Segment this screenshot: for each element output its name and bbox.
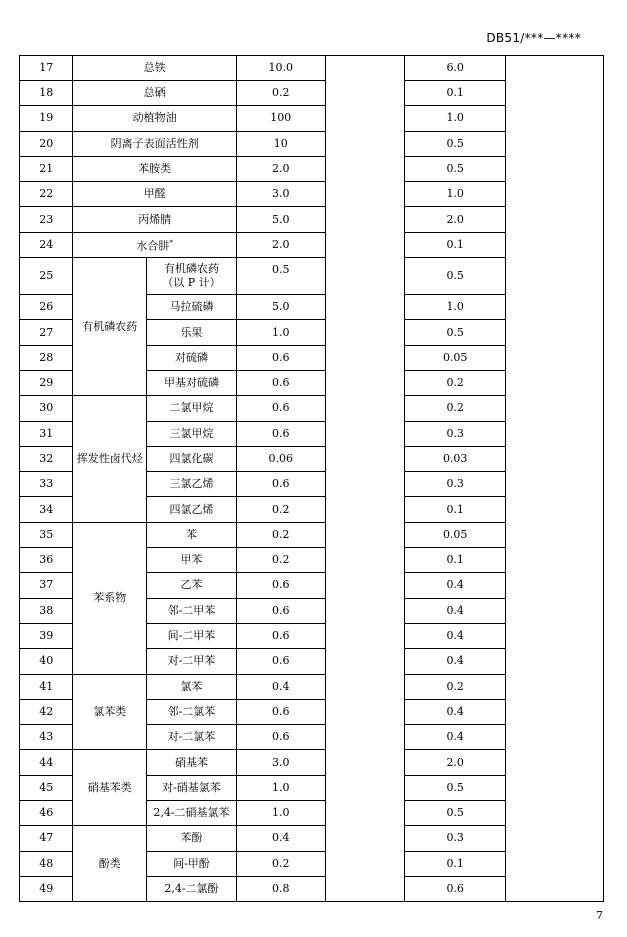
limit-value-1: 0.6: [236, 725, 325, 750]
pollutant-subname: [147, 295, 237, 320]
pollutant-name-text: 甲醛: [143, 187, 166, 201]
pollutant-limits-table: [19, 55, 604, 902]
row-number: 35: [20, 522, 73, 547]
limit-value-1: 0.4: [236, 674, 325, 699]
pollutant-name: [73, 81, 236, 106]
pollutant-name-text: 苯胺类: [138, 162, 172, 176]
pollutant-name-text: 总铁: [143, 61, 166, 74]
pollutant-group: 酚类: [73, 826, 147, 902]
table-row: [20, 56, 604, 81]
pollutant-subname: [147, 674, 237, 699]
limit-value-2: 0.5: [405, 775, 506, 800]
pollutant-subname: [147, 522, 237, 547]
row-number: 40: [20, 649, 73, 674]
row-number: 19: [20, 106, 73, 131]
limit-value-1: 1.0: [236, 775, 325, 800]
pollutant-subname-text: 乐果: [180, 325, 203, 339]
limit-value-1: 2.0: [236, 156, 325, 181]
pollutant-subname: [147, 396, 237, 421]
pollutant-subname: [147, 775, 237, 800]
limit-value-2: 0.3: [405, 421, 506, 446]
pollutant-subname-text: 邻-二甲苯: [167, 603, 216, 617]
row-number: 28: [20, 345, 73, 370]
limit-value-2: 2.0: [405, 207, 506, 232]
limit-value-1: 10.0: [236, 56, 325, 81]
row-number: 32: [20, 446, 73, 471]
pollutant-subname-text: 苯: [185, 527, 197, 541]
pollutant-subname: [147, 472, 237, 497]
row-number: 29: [20, 370, 73, 395]
blank-column-2: [506, 56, 604, 902]
row-number: 24: [20, 232, 73, 257]
pollutant-subname-note: （以 P 计）: [162, 276, 221, 290]
limit-value-1: 10: [236, 131, 325, 156]
limit-value-1: 0.6: [236, 699, 325, 724]
pollutant-subname-text: 2,4-二氯酚: [164, 882, 219, 896]
pollutant-subname-text: 间-甲酚: [173, 856, 210, 870]
pollutant-subname: [147, 320, 237, 345]
limit-value-2: 0.4: [405, 649, 506, 674]
pollutant-group: 有机磷农药: [73, 258, 147, 396]
pollutant-subname-text: 邻-二氯苯: [167, 704, 216, 718]
row-number: 34: [20, 497, 73, 522]
limit-value-1: 5.0: [236, 295, 325, 320]
limit-value-2: 0.03: [405, 446, 506, 471]
limit-value-1: 0.6: [236, 573, 325, 598]
limit-value-1: 3.0: [236, 750, 325, 775]
footnote-marker: *: [169, 239, 173, 248]
pollutant-subname: [147, 851, 237, 876]
limit-value-2: 1.0: [405, 295, 506, 320]
pollutant-name: [73, 131, 236, 156]
page-number: 7: [596, 909, 603, 922]
pollutant-subname: [147, 446, 237, 471]
limit-value-2: 0.05: [405, 345, 506, 370]
limit-value-1: 0.2: [236, 522, 325, 547]
row-number: 47: [20, 826, 73, 851]
limit-value-1: 5.0: [236, 207, 325, 232]
pollutant-subname: [147, 258, 237, 295]
row-number: 39: [20, 623, 73, 648]
pollutant-subname: [147, 497, 237, 522]
limit-value-2: 0.5: [405, 801, 506, 826]
pollutant-subname-text: 对硫磷: [174, 350, 208, 364]
row-number: 45: [20, 775, 73, 800]
row-number: 46: [20, 801, 73, 826]
pollutant-subname-text: 甲苯: [180, 553, 203, 567]
pollutant-name: [73, 156, 236, 181]
pollutant-name: [73, 106, 236, 131]
row-number: 22: [20, 182, 73, 207]
row-number: 17: [20, 56, 73, 81]
limit-value-1: 0.6: [236, 421, 325, 446]
pollutant-subname: [147, 573, 237, 598]
pollutant-subname: [147, 699, 237, 724]
limit-value-2: 0.6: [405, 876, 506, 901]
pollutant-name-text: 水合肼: [136, 239, 170, 253]
limit-value-1: 0.6: [236, 623, 325, 648]
limit-value-2: 0.3: [405, 472, 506, 497]
limit-value-2: 0.4: [405, 725, 506, 750]
pollutant-name-text: 动植物油: [132, 111, 177, 125]
pollutant-subname: [147, 548, 237, 573]
row-number: 48: [20, 851, 73, 876]
pollutant-subname: [147, 750, 237, 775]
pollutant-group: 挥发性卤代烃: [73, 396, 147, 522]
limit-value-1: 0.6: [236, 649, 325, 674]
pollutant-subname: [147, 649, 237, 674]
pollutant-subname-text: 马拉硫磷: [169, 300, 214, 314]
pollutant-name: [73, 232, 236, 257]
pollutant-subname-text: 二氯甲烷: [169, 401, 214, 415]
row-number: 30: [20, 396, 73, 421]
limit-value-1: 0.4: [236, 826, 325, 851]
document-code-header: DB51/***—****: [486, 31, 581, 45]
pollutant-subname-text: 甲基对硫磷: [163, 376, 219, 390]
pollutant-subname: [147, 725, 237, 750]
pollutant-subname-text: 苯酚: [180, 831, 203, 845]
limit-value-1: 0.6: [236, 370, 325, 395]
pollutant-subname-text: 氯苯: [180, 679, 203, 693]
row-number: 37: [20, 573, 73, 598]
row-number: 31: [20, 421, 73, 446]
pollutant-subname: [147, 345, 237, 370]
pollutant-subname-text: 三氯甲烷: [169, 426, 214, 440]
pollutant-subname-text: 2,4-二硝基氯苯: [153, 806, 230, 820]
pollutant-subname-text: 四氯化碳: [169, 452, 214, 465]
row-number: 26: [20, 295, 73, 320]
limit-value-2: 2.0: [405, 750, 506, 775]
limit-value-1: 0.2: [236, 548, 325, 573]
table-body: [20, 56, 604, 902]
pollutant-subname-text: 四氯乙烯: [169, 502, 214, 516]
row-number: 49: [20, 876, 73, 901]
pollutant-subname: [147, 826, 237, 851]
pollutant-name-text: 阴离子表面活性剂: [110, 136, 199, 150]
limit-value-2: 6.0: [405, 56, 506, 81]
limit-value-2: 1.0: [405, 106, 506, 131]
row-number: 25: [20, 258, 73, 295]
limit-value-2: 0.5: [405, 156, 506, 181]
pollutant-subname: [147, 370, 237, 395]
pollutant-subname: [147, 598, 237, 623]
limit-value-1: 0.5: [236, 258, 325, 295]
limit-value-2: 0.3: [405, 826, 506, 851]
pollutant-group: 苯系物: [73, 522, 147, 674]
limit-value-2: 0.1: [405, 851, 506, 876]
row-number: 21: [20, 156, 73, 181]
limit-value-2: 0.1: [405, 497, 506, 522]
pollutant-subname-text: 三氯乙烯: [169, 477, 214, 491]
limit-value-1: 2.0: [236, 232, 325, 257]
limit-value-2: 1.0: [405, 182, 506, 207]
limit-value-2: 0.4: [405, 623, 506, 648]
limit-value-1: 0.2: [236, 81, 325, 106]
row-number: 44: [20, 750, 73, 775]
pollutant-subname-text: 乙苯: [180, 578, 203, 592]
limit-value-2: 0.5: [405, 131, 506, 156]
row-number: 36: [20, 548, 73, 573]
limit-value-1: 0.06: [236, 446, 325, 471]
pollutant-subname-text: 硝基苯: [174, 755, 208, 769]
limit-value-2: 0.4: [405, 573, 506, 598]
row-number: 42: [20, 699, 73, 724]
limit-value-1: 3.0: [236, 182, 325, 207]
row-number: 20: [20, 131, 73, 156]
limit-value-1: 0.2: [236, 851, 325, 876]
pollutant-name: [73, 182, 236, 207]
limit-value-2: 0.5: [405, 258, 506, 295]
limit-value-2: 0.1: [405, 81, 506, 106]
row-number: 33: [20, 472, 73, 497]
limit-value-2: 0.4: [405, 598, 506, 623]
pollutant-subname-text: 对-二氯苯: [167, 730, 216, 744]
limit-value-2: 0.5: [405, 320, 506, 345]
row-number: 43: [20, 725, 73, 750]
pollutant-subname: [147, 623, 237, 648]
limit-value-1: 0.6: [236, 396, 325, 421]
row-number: 38: [20, 598, 73, 623]
row-number: 23: [20, 207, 73, 232]
limit-value-1: 0.6: [236, 598, 325, 623]
limit-value-2: 0.4: [405, 699, 506, 724]
limit-value-1: 100: [236, 106, 325, 131]
limit-value-2: 0.2: [405, 370, 506, 395]
pollutant-subname-text: 有机磷农药: [163, 262, 219, 276]
limit-value-1: 1.0: [236, 320, 325, 345]
limit-value-2: 0.05: [405, 522, 506, 547]
pollutant-subname: [147, 876, 237, 901]
limit-value-1: 0.8: [236, 876, 325, 901]
pollutant-group: 硝基苯类: [73, 750, 147, 826]
blank-column-1: [325, 56, 405, 902]
row-number: 18: [20, 81, 73, 106]
pollutant-subname: [147, 421, 237, 446]
limit-value-1: 1.0: [236, 801, 325, 826]
pollutant-subname-text: 对-二甲苯: [167, 654, 216, 668]
limit-value-1: 0.6: [236, 345, 325, 370]
row-number: 41: [20, 674, 73, 699]
pollutant-subname-text: 对-硝基氯苯: [162, 780, 221, 794]
pollutant-name-text: 丙烯腈: [138, 212, 172, 226]
pollutant-subname-text: 间-二甲苯: [167, 629, 216, 643]
limit-value-2: 0.1: [405, 232, 506, 257]
pollutant-group: 氯苯类: [73, 674, 147, 750]
pollutant-name: [73, 207, 236, 232]
pollutant-subname: [147, 801, 237, 826]
pollutant-name-text: 总硒: [143, 86, 166, 100]
limit-value-2: 0.2: [405, 674, 506, 699]
limit-value-2: 0.2: [405, 396, 506, 421]
limit-value-1: 0.6: [236, 472, 325, 497]
limit-value-1: 0.2: [236, 497, 325, 522]
row-number: 27: [20, 320, 73, 345]
limit-value-2: 0.1: [405, 548, 506, 573]
pollutant-name: [73, 56, 236, 81]
